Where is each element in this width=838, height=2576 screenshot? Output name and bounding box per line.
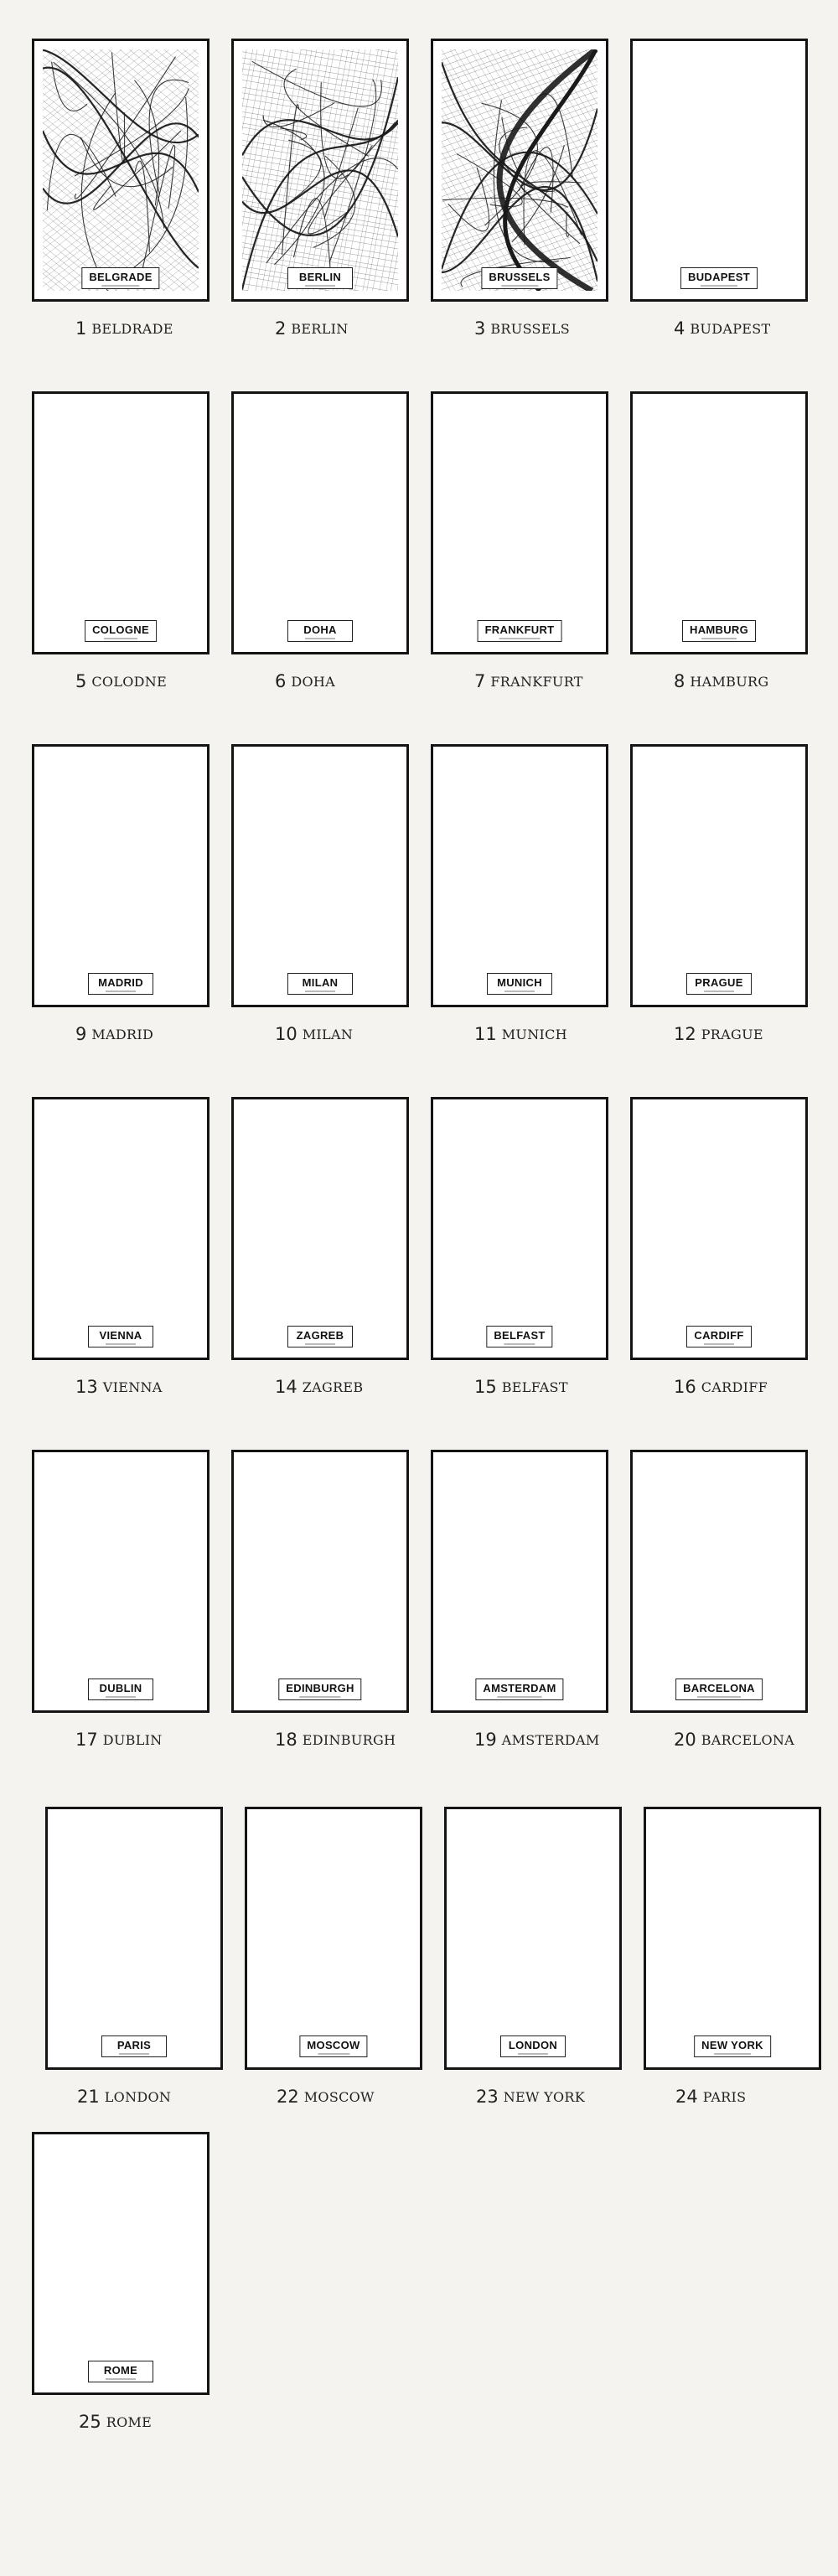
- poster-caption-name: PRAGUE: [701, 1026, 763, 1042]
- city-map-poster[interactable]: [630, 744, 808, 1007]
- poster-caption-name: MUNICH: [501, 1026, 567, 1042]
- poster-caption-name: MADRID: [91, 1026, 154, 1042]
- poster-caption: [231, 1730, 407, 1750]
- city-name-plate: [478, 620, 562, 642]
- city-name-plate: [675, 1679, 763, 1700]
- poster-caption-name: BRUSSELS: [490, 320, 570, 337]
- poster-number: 9: [75, 1024, 87, 1044]
- poster-tile[interactable]: [32, 1097, 208, 1397]
- poster-number: 2: [275, 318, 287, 339]
- city-map-poster[interactable]: [630, 39, 808, 302]
- poster-caption-name: BELDRADE: [91, 320, 173, 337]
- poster-city-name: BUDAPEST: [688, 271, 750, 283]
- poster-number: 12: [674, 1024, 696, 1044]
- poster-number: 11: [474, 1024, 497, 1044]
- poster-caption-name: EDINBURGH: [302, 1731, 396, 1748]
- poster-caption-name: DUBLIN: [102, 1731, 163, 1748]
- city-name-plate: [88, 1679, 153, 1700]
- city-map-illustration: [641, 755, 797, 996]
- poster-caption-name: HAMBURG: [690, 673, 769, 690]
- city-name-plate: [487, 973, 552, 995]
- poster-city-name: ZAGREB: [296, 1329, 344, 1342]
- poster-tile[interactable]: [431, 1450, 607, 1750]
- poster-tile[interactable]: [32, 391, 208, 691]
- poster-number: 20: [674, 1730, 696, 1750]
- poster-city-name: BELGRADE: [89, 271, 153, 283]
- city-map-illustration: [442, 49, 597, 291]
- poster-caption-name: MILAN: [302, 1026, 354, 1042]
- city-map-illustration: [442, 1461, 597, 1702]
- poster-city-name: LONDON: [508, 2039, 558, 2051]
- city-name-plate: [680, 267, 758, 289]
- poster-tile[interactable]: [630, 1450, 806, 1750]
- city-name-plate: [475, 1679, 563, 1700]
- city-map-illustration: [442, 1108, 597, 1349]
- poster-tile[interactable]: [231, 39, 407, 339]
- city-map-poster[interactable]: [231, 744, 409, 1007]
- poster-number: 5: [75, 671, 87, 691]
- poster-number: 8: [674, 671, 685, 691]
- poster-caption: [231, 671, 407, 691]
- city-map-illustration: [641, 1461, 797, 1702]
- poster-number: 22: [277, 2087, 299, 2107]
- city-map-poster[interactable]: [32, 39, 210, 302]
- city-map-poster[interactable]: [32, 1097, 210, 1360]
- poster-city-name: VIENNA: [99, 1329, 142, 1342]
- poster-caption: [431, 1024, 607, 1044]
- poster-number: 14: [275, 1377, 297, 1397]
- city-name-plate: [287, 267, 353, 289]
- city-map-illustration: [654, 1818, 810, 2059]
- poster-city-name: BERLIN: [298, 271, 342, 283]
- poster-caption-name: FRANKFURT: [490, 673, 583, 690]
- city-name-plate: [88, 1326, 153, 1347]
- city-map-illustration: [242, 1108, 398, 1349]
- poster-caption: [431, 1730, 607, 1750]
- city-name-plate: [500, 2035, 566, 2057]
- poster-caption: [644, 2087, 820, 2107]
- city-name-plate: [481, 267, 557, 289]
- poster-tile[interactable]: [644, 1807, 820, 2107]
- poster-number: 18: [275, 1730, 297, 1750]
- city-map-poster[interactable]: [32, 2132, 210, 2395]
- poster-caption-name: MOSCOW: [303, 2088, 375, 2105]
- poster-number: 13: [75, 1377, 98, 1397]
- city-map-poster[interactable]: [231, 391, 409, 654]
- poster-city-name: MILAN: [302, 976, 339, 989]
- poster-tile[interactable]: [231, 1450, 407, 1750]
- poster-city-name: PRAGUE: [695, 976, 743, 989]
- poster-caption: [32, 2412, 208, 2432]
- poster-tile[interactable]: [630, 744, 806, 1044]
- poster-caption-name: BERLIN: [291, 320, 349, 337]
- city-name-plate: [694, 2035, 771, 2057]
- poster-city-name: MADRID: [98, 976, 143, 989]
- city-map-illustration: [43, 2143, 199, 2384]
- poster-caption: [630, 671, 806, 691]
- city-map-poster[interactable]: [444, 1807, 622, 2070]
- city-map-illustration: [43, 755, 199, 996]
- city-map-poster[interactable]: [431, 391, 608, 654]
- city-name-plate: [85, 620, 157, 642]
- poster-city-name: DUBLIN: [99, 1682, 142, 1694]
- city-map-poster[interactable]: [245, 1807, 422, 2070]
- poster-city-name: AMSTERDAM: [483, 1682, 556, 1694]
- poster-tile[interactable]: [431, 39, 607, 339]
- poster-caption: [630, 1730, 806, 1750]
- poster-number: 3: [474, 318, 486, 339]
- city-map-illustration: [442, 402, 597, 644]
- city-name-plate: [88, 973, 153, 995]
- poster-number: 4: [674, 318, 685, 339]
- city-map-illustration: [455, 1818, 611, 2059]
- poster-tile[interactable]: [32, 744, 208, 1044]
- poster-city-name: MUNICH: [497, 976, 542, 989]
- poster-tile[interactable]: [630, 391, 806, 691]
- city-map-illustration: [242, 755, 398, 996]
- poster-caption-name: PARIS: [702, 2088, 747, 2105]
- city-map-illustration: [641, 1108, 797, 1349]
- poster-number: 10: [275, 1024, 297, 1044]
- city-map-poster[interactable]: [45, 1807, 223, 2070]
- city-map-poster[interactable]: [231, 1097, 409, 1360]
- poster-city-name: BARCELONA: [683, 1682, 755, 1694]
- poster-tile[interactable]: [444, 1807, 620, 2107]
- poster-caption: [231, 1377, 407, 1397]
- poster-caption-name: COLODNE: [91, 673, 168, 690]
- city-map-poster[interactable]: [231, 39, 409, 302]
- poster-number: 17: [75, 1730, 98, 1750]
- poster-caption-name: DOHA: [291, 673, 336, 690]
- poster-caption: [431, 671, 607, 691]
- poster-tile[interactable]: [431, 1097, 607, 1397]
- city-map-poster[interactable]: [431, 39, 608, 302]
- city-map-illustration: [43, 1108, 199, 1349]
- city-name-plate: [682, 620, 756, 642]
- city-map-poster[interactable]: [32, 744, 210, 1007]
- poster-caption: [231, 318, 407, 339]
- city-map-poster[interactable]: [231, 1450, 409, 1713]
- city-map-poster[interactable]: [644, 1807, 821, 2070]
- city-name-plate: [686, 1326, 752, 1347]
- city-map-illustration: [43, 49, 199, 291]
- poster-tile[interactable]: [630, 1097, 806, 1397]
- city-map-illustration: [242, 1461, 398, 1702]
- city-map-illustration: [442, 755, 597, 996]
- poster-caption: [630, 1377, 806, 1397]
- poster-caption-name: BARCELONA: [701, 1731, 795, 1748]
- city-map-poster[interactable]: [32, 1450, 210, 1713]
- poster-number: 16: [674, 1377, 696, 1397]
- poster-caption: [630, 1024, 806, 1044]
- poster-caption: [431, 1377, 607, 1397]
- city-map-illustration: [256, 1818, 411, 2059]
- poster-caption-name: ROME: [106, 2413, 153, 2430]
- city-name-plate: [299, 2035, 367, 2057]
- poster-city-name: FRANKFURT: [484, 623, 555, 636]
- poster-caption: [630, 318, 806, 339]
- city-name-plate: [88, 2361, 153, 2382]
- poster-caption-name: VIENNA: [102, 1379, 163, 1395]
- city-map-poster[interactable]: [32, 391, 210, 654]
- city-map-illustration: [641, 402, 797, 644]
- poster-tile[interactable]: [231, 391, 407, 691]
- poster-caption: [32, 671, 208, 691]
- poster-tile[interactable]: [431, 744, 607, 1044]
- poster-caption: [45, 2087, 221, 2107]
- poster-tile[interactable]: [231, 744, 407, 1044]
- city-map-poster[interactable]: [431, 1450, 608, 1713]
- poster-city-name: NEW YORK: [701, 2039, 763, 2051]
- poster-caption-name: BELFAST: [501, 1379, 568, 1395]
- poster-tile[interactable]: [630, 39, 806, 339]
- city-map-illustration: [43, 1461, 199, 1702]
- poster-caption: [32, 1730, 208, 1750]
- city-name-plate: [278, 1679, 361, 1700]
- poster-caption-name: AMSTERDAM: [501, 1731, 600, 1748]
- poster-city-name: CARDIFF: [694, 1329, 744, 1342]
- poster-tile[interactable]: [231, 1097, 407, 1397]
- city-map-poster[interactable]: [630, 1097, 808, 1360]
- poster-caption: [32, 1377, 208, 1397]
- poster-caption: [32, 318, 208, 339]
- poster-number: 21: [77, 2087, 100, 2107]
- poster-caption: [444, 2087, 620, 2107]
- poster-caption-name: NEW YORK: [503, 2088, 586, 2105]
- city-map-illustration: [56, 1818, 212, 2059]
- city-name-plate: [101, 2035, 167, 2057]
- poster-caption-name: BUDAPEST: [690, 320, 771, 337]
- city-name-plate: [686, 973, 752, 995]
- city-map-illustration: [641, 49, 797, 291]
- poster-city-name: ROME: [103, 2364, 138, 2377]
- poster-city-name: HAMBURG: [690, 623, 748, 636]
- city-name-plate: [287, 1326, 353, 1347]
- poster-city-name: BELFAST: [494, 1329, 546, 1342]
- poster-city-name: PARIS: [116, 2039, 152, 2051]
- poster-number: 19: [474, 1730, 497, 1750]
- poster-city-name: BRUSSELS: [489, 271, 551, 283]
- poster-number: 25: [79, 2412, 101, 2432]
- poster-number: 24: [675, 2087, 698, 2107]
- poster-tile[interactable]: [245, 1807, 421, 2107]
- poster-caption-name: LONDON: [104, 2088, 172, 2105]
- poster-caption: [245, 2087, 421, 2107]
- city-map-poster[interactable]: [431, 1097, 608, 1360]
- city-map-illustration: [43, 402, 199, 644]
- poster-caption-name: CARDIFF: [701, 1379, 768, 1395]
- poster-caption: [32, 1024, 208, 1044]
- city-map-poster[interactable]: [431, 744, 608, 1007]
- poster-caption: [431, 318, 607, 339]
- poster-number: 15: [474, 1377, 497, 1397]
- city-map-poster[interactable]: [630, 1450, 808, 1713]
- city-name-plate: [81, 267, 159, 289]
- poster-number: 1: [75, 318, 87, 339]
- poster-number: 23: [476, 2087, 499, 2107]
- city-map-poster[interactable]: [630, 391, 808, 654]
- poster-caption-name: ZAGREB: [302, 1379, 364, 1395]
- poster-city-name: DOHA: [303, 623, 337, 636]
- poster-tile[interactable]: [32, 2132, 208, 2432]
- poster-city-name: MOSCOW: [307, 2039, 360, 2051]
- poster-tile[interactable]: [32, 39, 208, 339]
- poster-city-name: EDINBURGH: [286, 1682, 354, 1694]
- poster-tile[interactable]: [45, 1807, 221, 2107]
- poster-tile[interactable]: [431, 391, 607, 691]
- city-name-plate: [486, 1326, 552, 1347]
- poster-caption: [231, 1024, 407, 1044]
- poster-city-name: COLOGNE: [92, 623, 149, 636]
- poster-tile[interactable]: [32, 1450, 208, 1750]
- city-name-plate: [287, 620, 353, 642]
- poster-number: 6: [275, 671, 287, 691]
- city-map-illustration: [242, 49, 398, 291]
- city-map-illustration: [242, 402, 398, 644]
- city-name-plate: [287, 973, 353, 995]
- poster-number: 7: [474, 671, 486, 691]
